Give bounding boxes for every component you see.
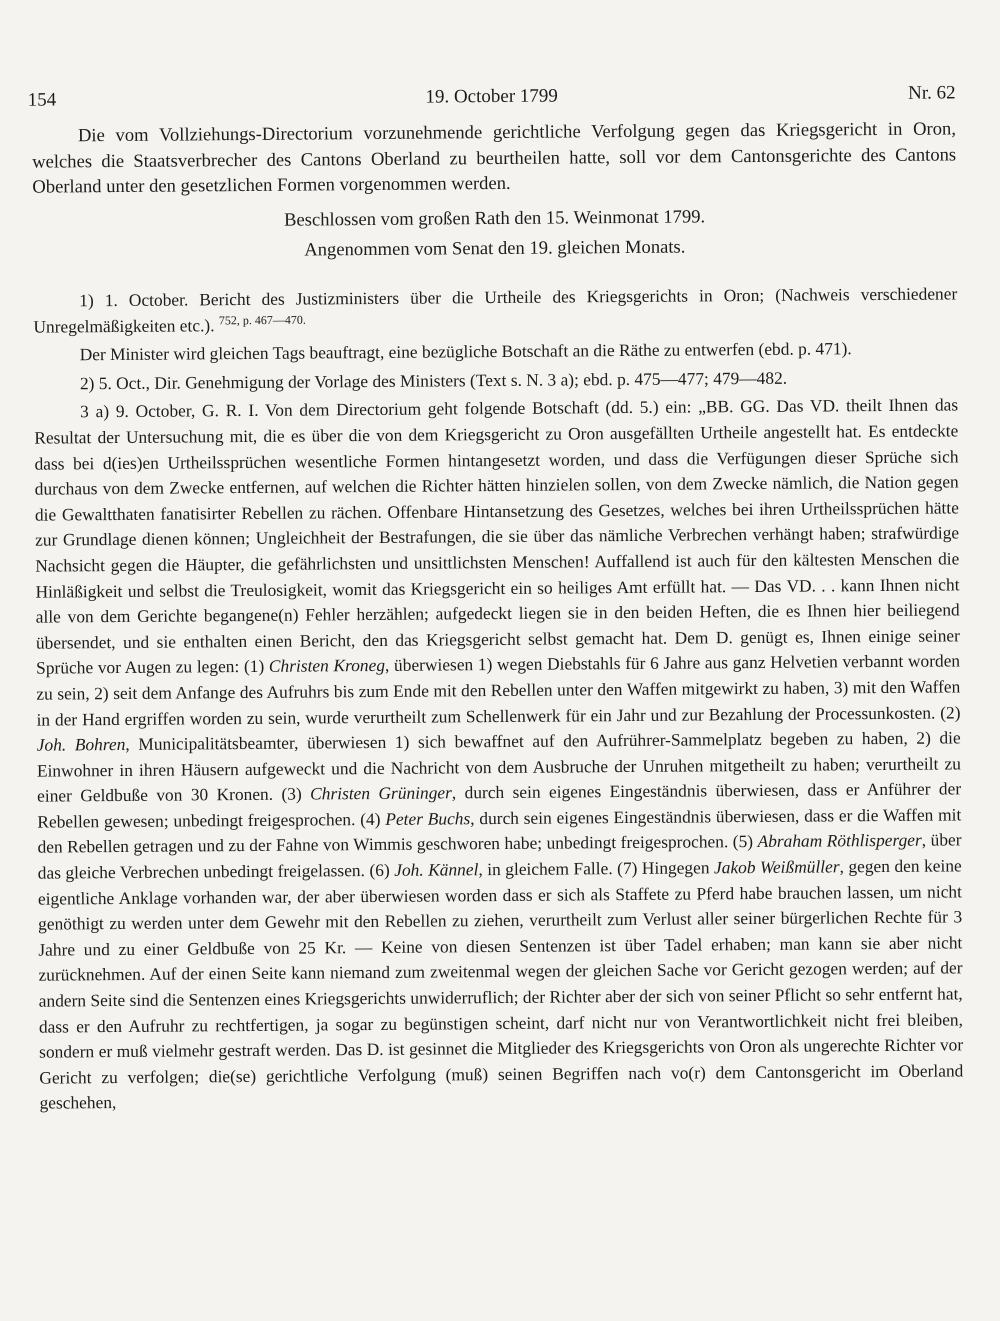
page-number: 154 [27, 89, 57, 111]
paragraph-minister: Der Minister wird gleichen Tags beauftragt, eine bezügliche Botschaft an die Räthe zu entwerfen (ebd. p. 471). [79, 338, 852, 365]
document-number: Nr. 62 [908, 82, 956, 104]
resolution-accepted: Angenommen vom Senat den 19. gleichen Monats. [304, 236, 686, 261]
header-date: 19. October 1799 [425, 85, 558, 108]
person-name: Christen Grüninger [310, 782, 452, 804]
person-name: Christen Kroneg [268, 655, 386, 677]
paragraph-approval: 2) 5. Oct., Dir. Genehmigung der Vorlage des Ministers (Text s. N. 3 a); ebd. p. 475—477; 479—482. [79, 367, 788, 394]
page-header [28, 82, 956, 119]
paragraph-report-text: 1) 1. October. Bericht des Justizministers über die Urtheile des Kriegsgerichts in Oron; (Nachweis verschiedener Unregelmäßigkeiten etc.). [33, 283, 958, 337]
message-text: , durch sein eigenes Eingeständnis überwiesen, dass er die Waffen mit den Rebellen getragen und zu der Fahne von Wimmis geschworen habe; unbedingt freigesprochen. (5) [37, 804, 962, 858]
message-text: 3 a) 9. October, G. R. I. Von dem Directorium geht folgende Botschaft (dd. 5.) ein: „BB. GG. Das VD. theilt Ihnen das Resultat der Untersuchung mit, die es über die von dem Kriegsgericht zu Oron ausgefällten Urtheile angestellt hat. Es entdeckte dass bei d(ies)en Urtheilssprüchen wesentliche Formen hintangesetzt worden, und dass die Verfügungen dieser Sprüche sich durchaus von dem Zwecke entfernen, auf welchen die Richter hätten hinzielen sollen, von dem Zwecke nämlich, die Nation gegen die Gewaltthaten fanatisirter Rebellen zu rächen. Offenbare Hintansetzung des Gesetzes, welches bei ihren Urtheilssprüchen hätte zur Grundlage dienen können; Ungleichheit der Bestrafungen, die sie über das nämliche Verbrechen verhängt haben; strafwürdige Nachsicht gegen die Häupter, die gefährlichsten und unsittlichsten Menschen! Auffallend ist auch für den kältesten Menschen die Hinläßigkeit und selbst die Treulosigkeit, womit das Kriegsgericht ein so heiliges Amt erfüllt hat. — Das VD. . . kann Ihnen nicht alle von dem Gerichte begangene(n) Fehler herzählen; aufgedeckt liegen sie in den beiden Heften, die es Ihnen hier beiliegend übersendet, und sie enthalten einen Bericht, den das Kriegsgericht selbst gemacht hat. Dem D. genügt es, Ihnen einige seiner Sprüche vor Augen zu legen: (1) [34, 394, 960, 678]
message-text: , in gleichem Falle. (7) Hingegen [478, 857, 715, 880]
message-text: , über das gleiche Verbrechen unbedingt freigelassen. (6) [37, 829, 962, 883]
archive-reference: 752, p. 467—470. [218, 312, 306, 327]
message-text: , durch sein eigenes Eingeständnis überwiesen, dass er Anführer der Rebellen gewesen; unbedingt freigesprochen. (4) [37, 778, 962, 832]
paragraph-report [33, 281, 957, 339]
person-name: Jakob Weißmüller [713, 856, 840, 878]
message-text: , Municipalitätsbeamter, überwiesen 1) sich bewaffnet auf den Aufrührer-Sammelplatz begeben zu haben, 2) die Einwohner in ihren Häusern aufgeweckt und die Nachricht von dem Ausbruche der Unruhen mitgetheilt zu haben; verurtheilt zu einer Geldbuße von 30 Kronen. (3) [36, 727, 961, 806]
person-name: Joh. Bohren [36, 734, 126, 755]
resolution-decided: Beschlossen vom großen Rath den 15. Weinmonat 1799. [283, 206, 706, 231]
document-summary: Die vom Vollziehungs-Directorium vorzunehmende gerichtliche Verfolgung gegen das Kriegsgericht in Oron, welches die Staatsverbrecher des Cantons Oberland zu beurtheilen hatte, soll vor dem Cantonsgerichte des Cantons Oberland unter den gesetzlichen Formen vorgenommen werden. [32, 118, 957, 198]
person-name: Joh. Kännel [394, 859, 479, 880]
person-name: Peter Buchs [385, 808, 471, 829]
paragraph-message [34, 393, 964, 1117]
message-text: , überwiesen 1) wegen Diebstahls für 6 Jahre aus ganz Helvetien verbannt worden zu sein, 2) seit dem Anfange des Aufruhrs bis zum Ende mit den Rebellen unter den Waffen mitgewirkt zu haben, 3) mit den Waffen in der Hand ergriffen worden zu sein, wurde verurtheilt zum Schellenwerk für ein Jahr und zur Bezahlung der Processunkosten. (2) [36, 650, 961, 730]
message-text: , gegen den keine eigentliche Anklage vorhanden war, der aber überwiesen worden dass er sich als Staffete zu Pferd habe brauchen lassen, um nicht genöthigt zu werden unter dem Gewehr mit den Rebellen zu ziehen, verurtheilt zum Verlust aller seiner bürgerlichen Rechte für 3 Jahre und zu einer Geldbuße von 25 Kr. — Keine von diesen Sentenzen ist über Tadel erhaben; man kann sie aber nicht zurücknehmen. Auf der einen Seite kann niemand zum zweitenmal wegen der gleichen Sache vor Gericht gezogen werden; auf der andern Seite sind die Sentenzen eines Kriegsgerichts unwiderruflich; der Richter aber der sich von seiner Pflicht so sehr entfernt hat, dass er den Aufruhr zu rechtfertigen, ja sogar zu begünstigen scheint, darf nicht nur von Verantwortlichkeit nicht frei bleiben, sondern er muß vielmehr gestraft werden. Das D. ist gesinnet die Mitglieder des Kriegsgerichts von Oron als ungerechte Richter vor Gericht zu verfolgen; die(se) gerichtliche Verfolgung (muß) seinen Begriffen nach vo(r) dem Cantonsgericht im Oberland geschehen, [37, 855, 964, 1114]
person-name: Abraham Röthlisperger [757, 830, 922, 852]
document-body [33, 281, 963, 1119]
